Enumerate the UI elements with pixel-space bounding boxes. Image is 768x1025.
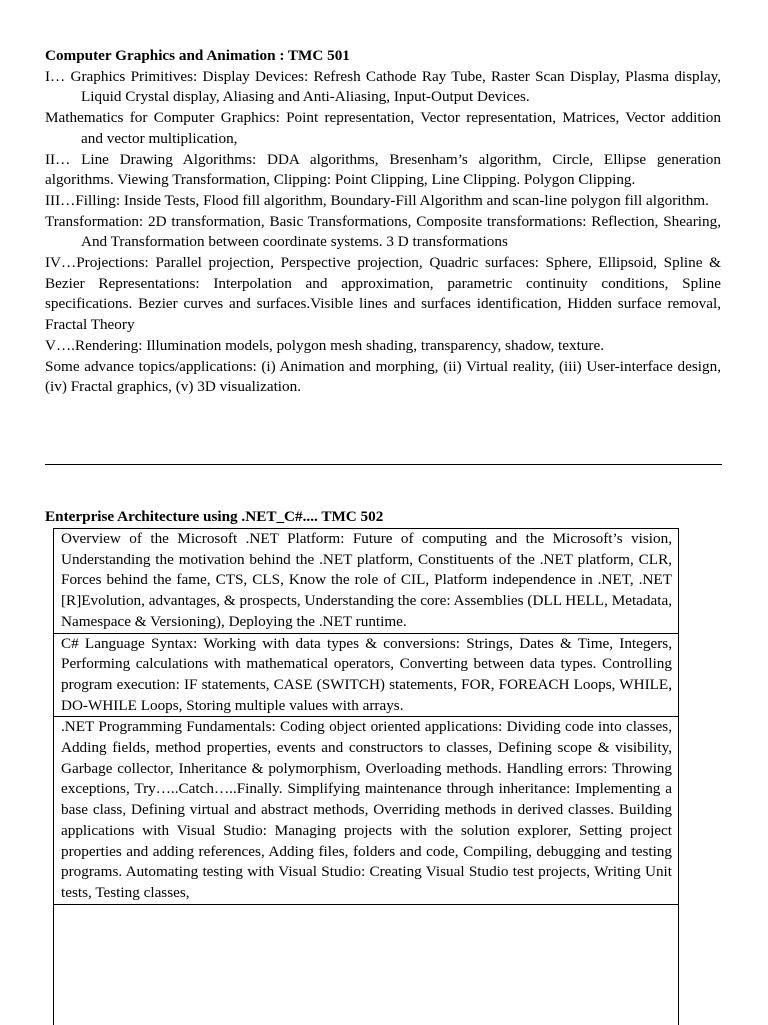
section-divider: [45, 464, 722, 465]
unit-5-paragraph: V….Rendering: Illumination models, polygon mesh shading, transparency, shadow, texture.: [45, 336, 605, 354]
unit-1-paragraph: I… Graphics Primitives: Display Devices: Refresh Cathode Ray Tube, Raster Scan Display, Plasma display, Liquid Crystal display, Aliasing and Anti-Aliasing, Input-Output Devices.: [45, 67, 721, 106]
table-cell-csharp-syntax: C# Language Syntax: Working with data types & conversions: Strings, Dates & Time, Integers, Performing calculations with mathematical operators, Converting between data types. Controlling program execution: IF statements, CASE (SWITCH) statements, FOR, FOREACH Loops, WHILE, DO-WHILE Loops, Storing multiple values with arrays.: [54, 634, 678, 718]
unit-3-paragraph: III…Filling: Inside Tests, Flood fill algorithm, Boundary-Fill Algorithm and scan-line polygon fill algorithm.: [45, 191, 709, 209]
math-paragraph: Mathematics for Computer Graphics: Point representation, Vector representation, Matrices, Vector addition and vector multiplication,: [45, 109, 721, 147]
unit-4-paragraph: IV…Projections: Parallel projection, Perspective projection, Quadric surfaces: Sphere, Ellipsoid, Spline & Bezier Representations: Interpolation and approximation, parametric continuity conditions, Spline specifications. Bezier curves and surfaces.Visible lines and surfaces identification, Hidden surface removal, Fractal Theory: [45, 254, 721, 334]
advanced-topics-paragraph: Some advance topics/applications: (i) Animation and morphing, (ii) Virtual reality, (iii) User-interface design, (iv) Fractal graphics, (v) 3D visualization.: [45, 357, 721, 396]
table-cell-dotnet-overview: Overview of the Microsoft .NET Platform: Future of computing and the Microsoft’s vision, Understanding the motivation behind the .NET platform, Constituents of the .NET platform, CLR, Forces behind the fame, CTS, CLS, Know the role of CIL, Platform independence in .NET, .NET [R]Evolution, advantages, & prospects, Understanding the core: Assemblies (DLL HELL, Metadata, Namespace & Versioning), Deploying the .NET runtime.: [54, 529, 678, 634]
unit-2-paragraph: II… Line Drawing Algorithms: DDA algorithms, Bresenham’s algorithm, Circle, Ellipse generation algorithms. Viewing Transformation, Clipping: Point Clipping, Line Clipping. Polygon Clipping.: [45, 150, 721, 189]
table-cell-dotnet-fundamentals: .NET Programming Fundamentals: Coding object oriented applications: Dividing code into classes, Adding fields, method properties, events and constructors to classes, Defining scope & visibility, Garbage collector, Inheritance & polymorphism, Overloading methods. Handling errors: Throwing exceptions, Try…..Catch…..Finally. Simplifying maintenance through inheritance: Implementing a base class, Defining virtual and abstract methods, Overriding methods in derived classes. Building applications with Visual Studio: Managing projects with the solution explorer, Setting project properties and adding references, Adding files, folders and code, Compiling, debugging and testing programs. Automating testing with Visual Studio: Creating Visual Studio test projects, Writing Unit tests, Testing classes,: [54, 717, 678, 904]
section-heading-tmc501: Computer Graphics and Animation : TMC 501: [45, 47, 350, 64]
syllabus-section-tmc502-heading-wrap: [45, 507, 721, 528]
syllabus-section-tmc501: [45, 46, 721, 398]
transformation-paragraph: Transformation: 2D transformation, Basic Transformations, Composite transformations: Reflection, Shearing, And Transformation between coordinate systems. 3 D transformations: [45, 212, 721, 251]
section-heading-tmc502: Enterprise Architecture using .NET_C#.... TMC 502: [45, 508, 384, 525]
syllabus-table-tmc502: [53, 528, 679, 1025]
